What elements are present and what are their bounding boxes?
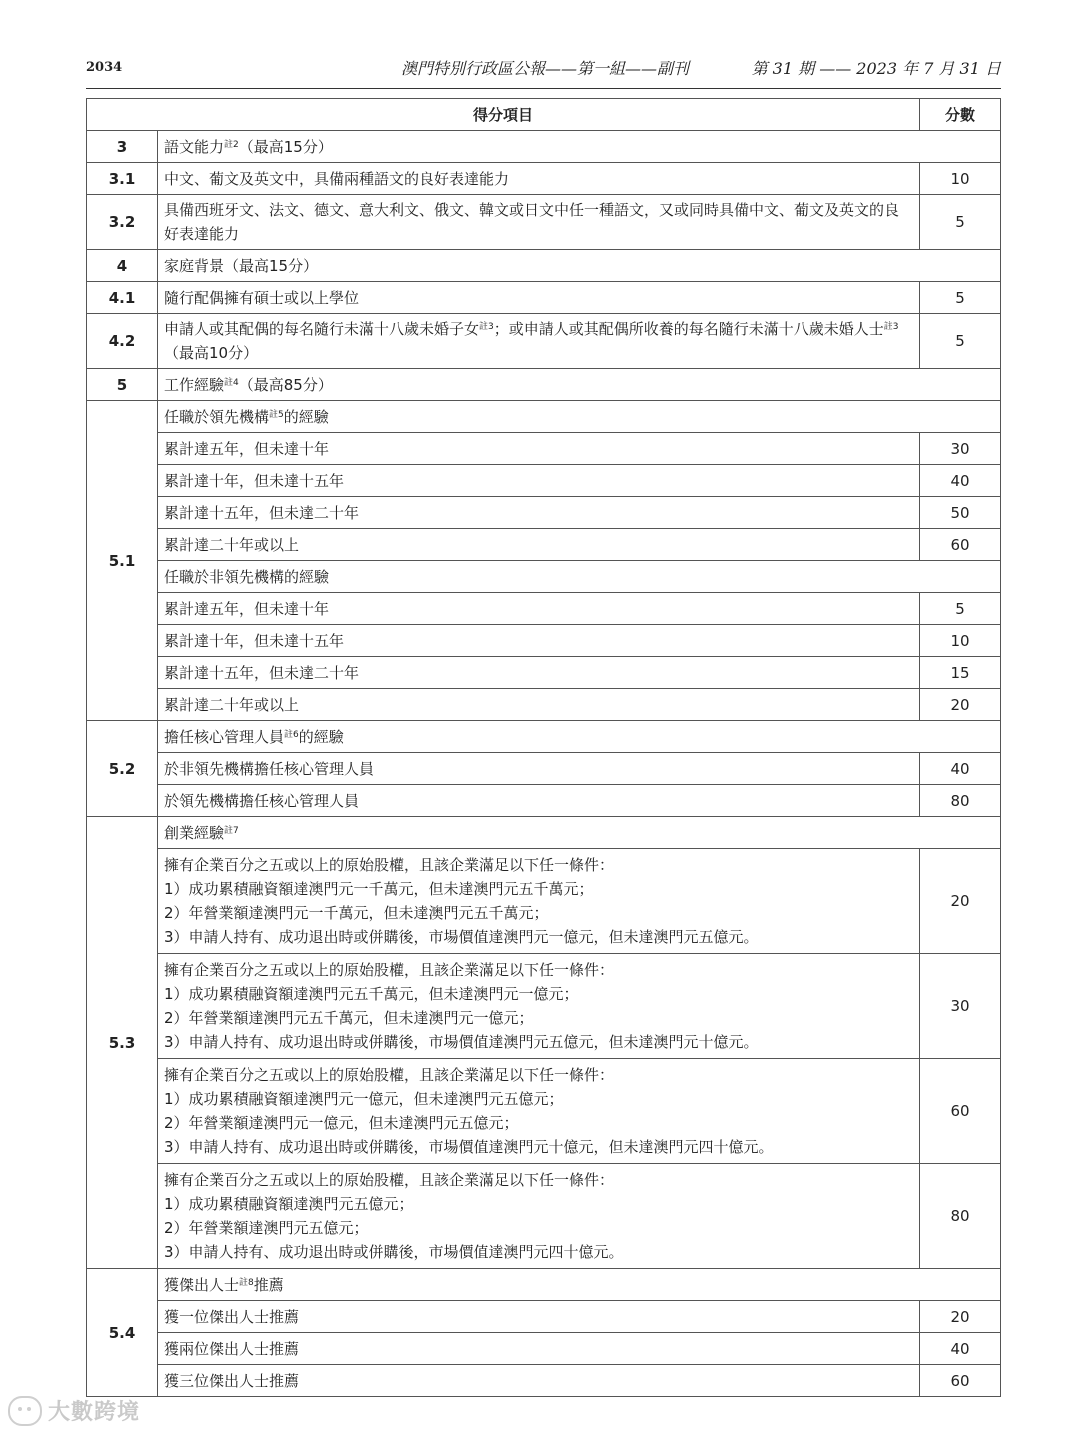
subheading-row — [87, 401, 1001, 433]
table-row — [87, 593, 1001, 625]
note-ref: 註4 — [224, 377, 239, 388]
item-text: 累計達五年，但未達十年 — [158, 433, 920, 465]
watermark-text: 大數跨境 — [48, 1400, 141, 1425]
watermark — [8, 1395, 148, 1429]
item-score: 20 — [920, 689, 1001, 721]
table-header-row — [87, 99, 1001, 131]
table-row — [87, 1059, 1001, 1164]
section-title: 工作經驗$^{註4}$（最高85分） — [158, 369, 1001, 401]
table-row — [87, 282, 1001, 314]
item-score: 20 — [920, 1301, 1001, 1333]
item-text: 累計達十年，但未達十五年 — [158, 465, 920, 497]
table-row — [87, 1365, 1001, 1397]
item-score: 50 — [920, 497, 1001, 529]
section-row-3 — [87, 131, 1001, 163]
item-score: 60 — [920, 1365, 1001, 1397]
item-number: 3.1 — [87, 163, 158, 195]
note-ref: 註2 — [224, 139, 239, 150]
item-text: 申請人或其配偶的每名隨行未滿十八歲未婚子女$^{註3}$；或申請人或其配偶所收養的每名隨行未滿十八歲未婚人士$^{註3}$（最高10分） — [158, 314, 920, 369]
table-row — [87, 465, 1001, 497]
table-row — [87, 657, 1001, 689]
subheading-row — [87, 721, 1001, 753]
item-text: 累計達二十年或以上 — [158, 689, 920, 721]
item-text: 累計達五年，但未達十年 — [158, 593, 920, 625]
scoring-table — [86, 98, 1001, 1397]
section-row-5 — [87, 369, 1001, 401]
item-number: 5.1 — [87, 401, 158, 721]
table-row — [87, 195, 1001, 250]
subheading-text: 擔任核心管理人員$^{註6}$的經驗 — [158, 721, 1001, 753]
table-row — [87, 497, 1001, 529]
item-score: 40 — [920, 753, 1001, 785]
section-title: 語文能力$^{註2}$（最高15分） — [158, 131, 1001, 163]
table-row — [87, 314, 1001, 369]
item-text: 擁有企業百分之五或以上的原始股權，且該企業滿足以下任一條件： 1）成功累積融資額達澳門元一千萬元，但未達澳門元五千萬元； 2）年營業額達澳門元一千萬元，但未達澳門元五千萬元； 3）申請人持有、成功退出時或併購後，市場價值達澳門元一億元，但未達澳門元五億元。 — [158, 849, 920, 954]
item-number: 5.2 — [87, 721, 158, 817]
note-ref: 註8 — [239, 1277, 254, 1288]
header-rule — [86, 88, 1001, 89]
item-score: 60 — [920, 529, 1001, 561]
subheading-text: 任職於非領先機構的經驗 — [158, 561, 1001, 593]
item-text: 擁有企業百分之五或以上的原始股權，且該企業滿足以下任一條件： 1）成功累積融資額達澳門元一億元，但未達澳門元五億元； 2）年營業額達澳門元一億元，但未達澳門元五億元； 3）申請人持有、成功退出時或併購後，市場價值達澳門元十億元，但未達澳門元四十億元。 — [158, 1059, 920, 1164]
page-header — [86, 52, 1001, 82]
page-number: 2034 — [86, 60, 123, 75]
section-row-4 — [87, 250, 1001, 282]
note-ref: 註7 — [224, 825, 239, 836]
item-text: 獲兩位傑出人士推薦 — [158, 1333, 920, 1365]
item-text: 累計達二十年或以上 — [158, 529, 920, 561]
item-score: 5 — [920, 314, 1001, 369]
item-number: 5 — [87, 369, 158, 401]
item-score: 60 — [920, 1059, 1001, 1164]
item-number: 4 — [87, 250, 158, 282]
table-row — [87, 785, 1001, 817]
item-text: 累計達十五年，但未達二十年 — [158, 657, 920, 689]
item-score: 5 — [920, 282, 1001, 314]
item-number: 4.2 — [87, 314, 158, 369]
item-number: 5.4 — [87, 1269, 158, 1397]
item-text: 累計達十年，但未達十五年 — [158, 625, 920, 657]
item-text: 獲三位傑出人士推薦 — [158, 1365, 920, 1397]
item-text: 獲一位傑出人士推薦 — [158, 1301, 920, 1333]
item-text: 擁有企業百分之五或以上的原始股權，且該企業滿足以下任一條件： 1）成功累積融資額達澳門元五億元； 2）年營業額達澳門元五億元； 3）申請人持有、成功退出時或併購後，市場價值達澳門元四十億元。 — [158, 1164, 920, 1269]
item-score: 10 — [920, 625, 1001, 657]
item-number: 3 — [87, 131, 158, 163]
table-row — [87, 625, 1001, 657]
col-score-header: 分數 — [920, 99, 1001, 131]
item-text: 於領先機構擔任核心管理人員 — [158, 785, 920, 817]
item-score: 20 — [920, 849, 1001, 954]
subheading-row — [87, 817, 1001, 849]
table-row — [87, 954, 1001, 1059]
item-number: 5.3 — [87, 817, 158, 1269]
note-ref: 註5 — [269, 409, 284, 420]
table-row — [87, 433, 1001, 465]
item-score: 5 — [920, 195, 1001, 250]
item-score: 80 — [920, 785, 1001, 817]
col-item-header: 得分項目 — [87, 99, 920, 131]
item-text: 具備西班牙文、法文、德文、意大利文、俄文、韓文或日文中任一種語文，又或同時具備中文、葡文及英文的良好表達能力 — [158, 195, 920, 250]
item-score: 5 — [920, 593, 1001, 625]
note-ref: 註3 — [883, 322, 899, 332]
item-number: 4.1 — [87, 282, 158, 314]
table-row — [87, 689, 1001, 721]
item-text: 中文、葡文及英文中，具備兩種語文的良好表達能力 — [158, 163, 920, 195]
chat-bubble-icon — [8, 1396, 42, 1426]
table-row — [87, 163, 1001, 195]
table-row — [87, 529, 1001, 561]
item-text: 累計達十五年，但未達二十年 — [158, 497, 920, 529]
section-title: 家庭背景（最高15分） — [158, 250, 1001, 282]
item-number: 3.2 — [87, 195, 158, 250]
subheading-text: 任職於領先機構$^{註5}$的經驗 — [158, 401, 1001, 433]
item-score: 80 — [920, 1164, 1001, 1269]
item-score: 40 — [920, 1333, 1001, 1365]
subheading-text: 創業經驗$^{註7}$ — [158, 817, 1001, 849]
item-score: 30 — [920, 954, 1001, 1059]
issue-date: 第 31 期 —— 2023 年 7 月 31 日 — [751, 59, 1001, 78]
table-row — [87, 1301, 1001, 1333]
table-row — [87, 1164, 1001, 1269]
item-text: 擁有企業百分之五或以上的原始股權，且該企業滿足以下任一條件： 1）成功累積融資額達澳門元五千萬元，但未達澳門元一億元； 2）年營業額達澳門元五千萬元，但未達澳門元一億元； 3）申請人持有、成功退出時或併購後，市場價值達澳門元五億元，但未達澳門元十億元。 — [158, 954, 920, 1059]
item-score: 30 — [920, 433, 1001, 465]
item-score: 15 — [920, 657, 1001, 689]
note-ref: 註3 — [479, 322, 494, 332]
item-text: 隨行配偶擁有碩士或以上學位 — [158, 282, 920, 314]
table-row — [87, 849, 1001, 954]
subheading-text: 獲傑出人士$^{註8}$推薦 — [158, 1269, 1001, 1301]
item-score: 10 — [920, 163, 1001, 195]
note-ref: 註6 — [284, 729, 299, 740]
item-score: 40 — [920, 465, 1001, 497]
subheading-row — [87, 561, 1001, 593]
subheading-row — [87, 1269, 1001, 1301]
table-row — [87, 753, 1001, 785]
gazette-title: 澳門特別行政區公報——第一組——副刊 — [401, 59, 690, 78]
table-row — [87, 1333, 1001, 1365]
item-text: 於非領先機構擔任核心管理人員 — [158, 753, 920, 785]
